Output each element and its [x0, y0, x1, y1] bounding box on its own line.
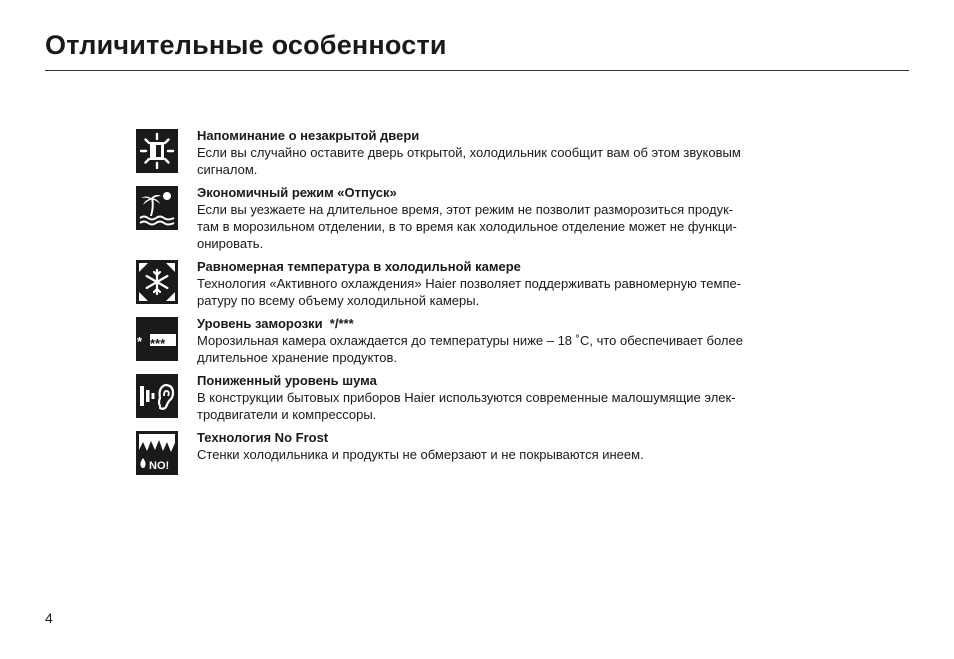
feature-text: [197, 429, 822, 463]
svg-text:*: *: [137, 334, 143, 349]
low-noise-icon: [136, 374, 178, 418]
vacation-mode-icon: [136, 186, 178, 230]
feature-text: [197, 315, 822, 366]
feature-line: длительное хранение продуктов.: [197, 350, 397, 365]
feature-text: [197, 127, 822, 178]
feature-line: ратуру по всему объему холодильной камеры.: [197, 293, 480, 308]
feature-title: Экономичный режим «Отпуск»: [197, 185, 397, 200]
svg-text:***: ***: [150, 336, 166, 351]
feature-title: Уровень заморозки */***: [197, 316, 354, 331]
feature-line: Если вы уезжаете на длительное время, этот режим не позволит разморозиться продук-: [197, 202, 734, 217]
feature-title: Равномерная температура в холодильной камере: [197, 259, 521, 274]
feature-title: Пониженный уровень шума: [197, 373, 377, 388]
title-divider: [45, 70, 909, 71]
freeze-stars-icon: [136, 317, 178, 361]
feature-text: [197, 184, 822, 252]
feature-line: онировать.: [197, 236, 264, 251]
feature-line: тродвигатели и компрессоры.: [197, 407, 377, 422]
no-frost-icon: [136, 431, 178, 475]
feature-line: там в морозильном отделении, в то время как холодильное отделение может не функци-: [197, 219, 737, 234]
feature-title: Технология No Frost: [197, 430, 329, 445]
snowflake-icon: [136, 260, 178, 304]
feature-line: Морозильная камера охлаждается до температуры ниже – 18 ˚С, что обеспечивает более: [197, 333, 743, 348]
feature-line: Если вы случайно оставите дверь открытой, холодильник сообщит вам об этом звуковым: [197, 145, 741, 160]
feature-line: Технология «Активного охлаждения» Haier позволяет поддерживать равномерную темпе-: [197, 276, 742, 291]
feature-line: сигналом.: [197, 162, 258, 177]
svg-text:NO!: NO!: [149, 460, 170, 472]
feature-title: Напоминание о незакрытой двери: [197, 128, 420, 143]
page-number: 4: [45, 610, 53, 626]
feature-line: Стенки холодильника и продукты не обмерзают и не покрываются инеем.: [197, 447, 644, 462]
door-alarm-icon: [136, 129, 178, 173]
feature-text: [197, 372, 822, 423]
feature-text: [197, 258, 822, 309]
feature-line: В конструкции бытовых приборов Haier используются современные малошумящие элек-: [197, 390, 736, 405]
page-title: Отличительные особенности: [45, 30, 447, 60]
